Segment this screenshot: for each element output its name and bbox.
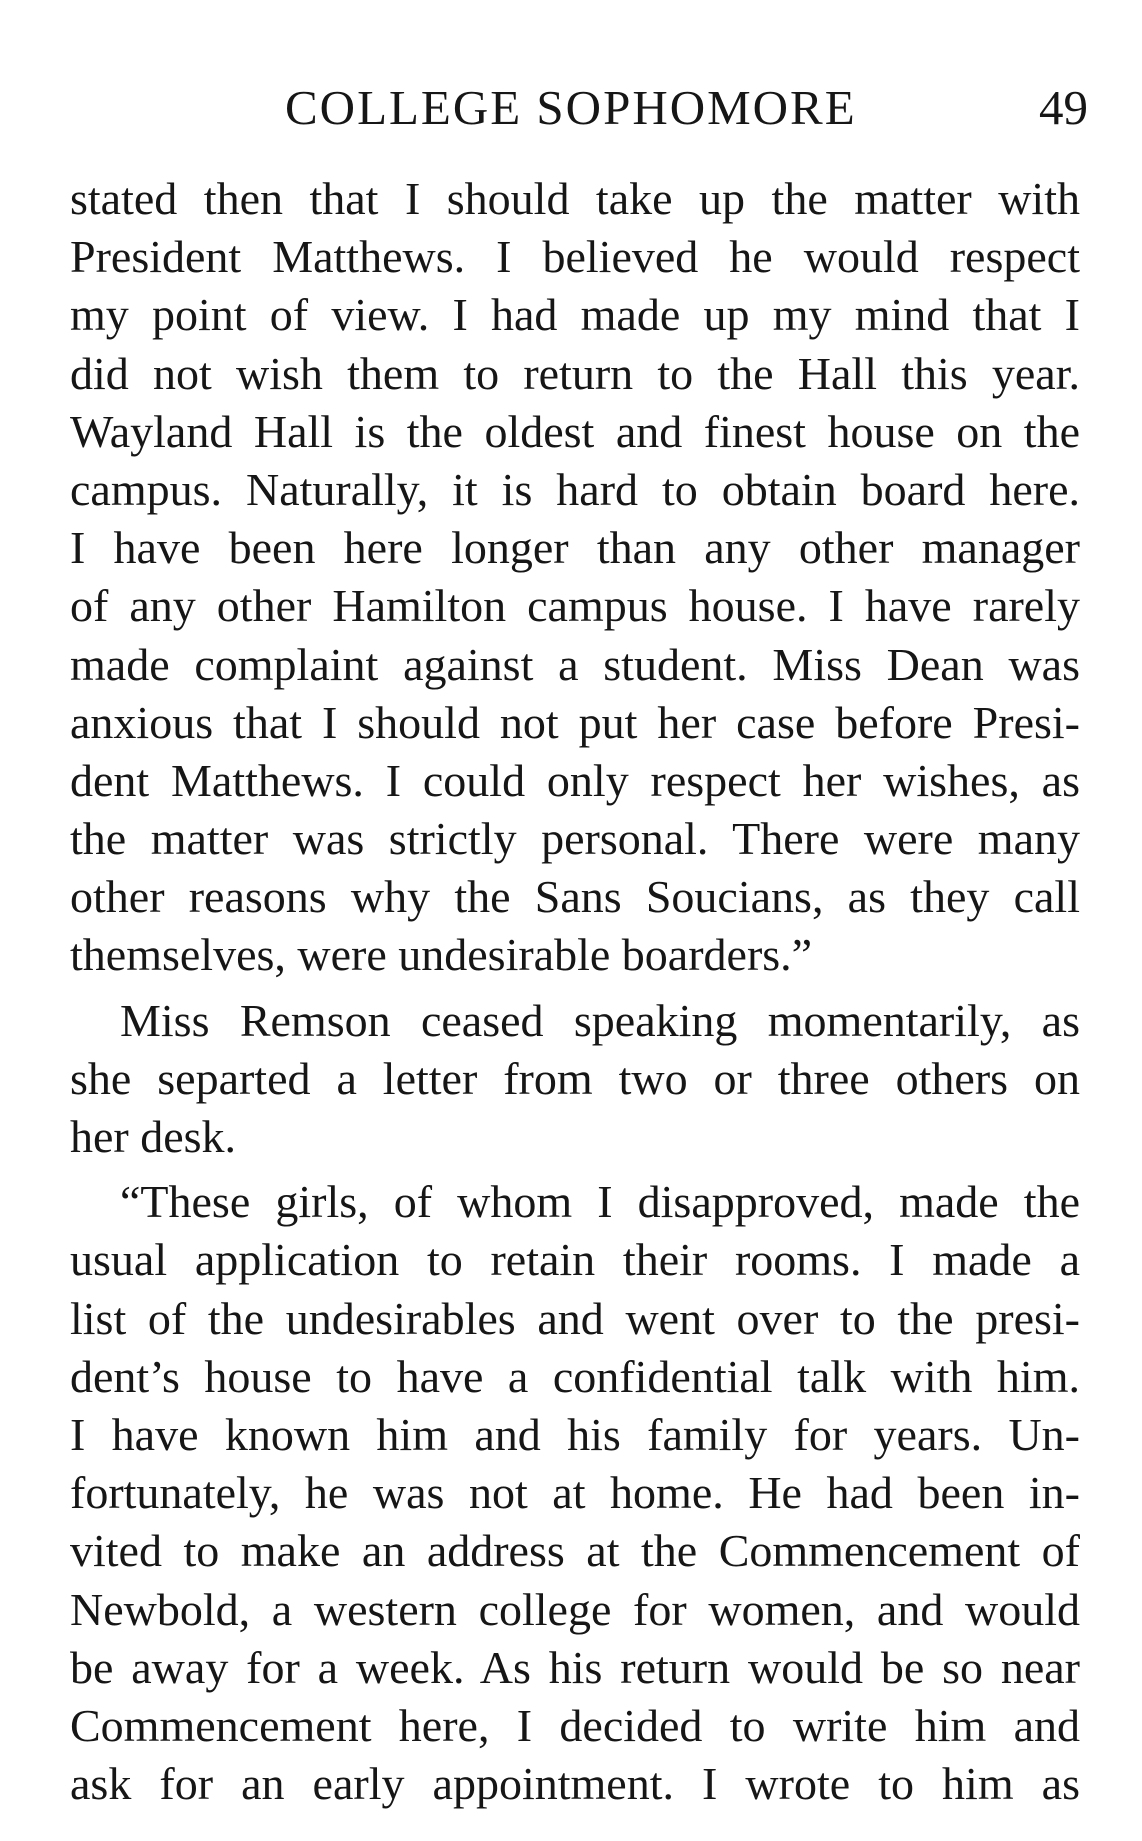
text-line: campus. Naturally, it is hard to obtain board here. [70, 463, 1080, 515]
text-line: themselves, were undesirable boarders.” [70, 929, 813, 981]
text-line: fortunately, he was not at home. He had been in- [70, 1467, 1080, 1519]
running-title: COLLEGE SOPHOMORE [285, 80, 857, 135]
text-line: I have been here longer than any other manager [70, 522, 1080, 574]
text-line: Commencement here, I decided to write him and [70, 1699, 1080, 1751]
text-line: I have known him and his family for years. Un- [70, 1408, 1080, 1460]
text-line: her desk. [70, 1111, 237, 1162]
text-line: other reasons why the Sans Soucians, as they call [70, 871, 1080, 923]
text-line: be away for a week. As his return would be so near [70, 1641, 1080, 1693]
text-line: vited to make an address at the Commencement of [70, 1525, 1080, 1577]
running-head [70, 78, 1088, 138]
paragraph-gap [70, 1166, 1080, 1173]
text-line: Miss Remson ceased speaking momentarily, as [120, 994, 1080, 1046]
text-line: usual application to retain their rooms. I made a [70, 1234, 1080, 1286]
text-line: Newbold, a western college for women, and would [70, 1583, 1080, 1635]
paragraph-3 [70, 1173, 1080, 1813]
body-text [70, 170, 1080, 1813]
text-line: President Matthews. I believed he would respect [70, 231, 1080, 283]
paragraph-1 [70, 170, 1080, 985]
paragraph-gap [70, 985, 1080, 992]
text-line: Wayland Hall is the oldest and finest house on the [70, 405, 1080, 457]
text-line: the matter was strictly personal. There were many [70, 813, 1080, 865]
text-line: ask for an early appointment. I wrote to him as [70, 1758, 1080, 1810]
page-number: 49 [1039, 80, 1088, 135]
text-line: list of the undesirables and went over to the presi- [70, 1292, 1080, 1344]
text-line: dent Matthews. I could only respect her wishes, as [70, 754, 1080, 806]
text-line: my point of view. I had made up my mind that I [70, 289, 1080, 341]
text-line: made complaint against a student. Miss Dean was [70, 638, 1080, 690]
text-line: stated then that I should take up the matter with [70, 173, 1080, 224]
text-line: did not wish them to return to the Hall this year. [70, 347, 1080, 399]
paragraph-2 [70, 992, 1080, 1167]
text-line: “These girls, of whom I disapproved, made the [120, 1176, 1080, 1228]
text-line: anxious that I should not put her case before Presi- [70, 696, 1080, 748]
text-line: of any other Hamilton campus house. I have rarely [70, 580, 1080, 632]
text-line: dent’s house to have a confidential talk with him. [70, 1350, 1080, 1402]
text-line: she separted a letter from two or three others on [70, 1052, 1080, 1104]
